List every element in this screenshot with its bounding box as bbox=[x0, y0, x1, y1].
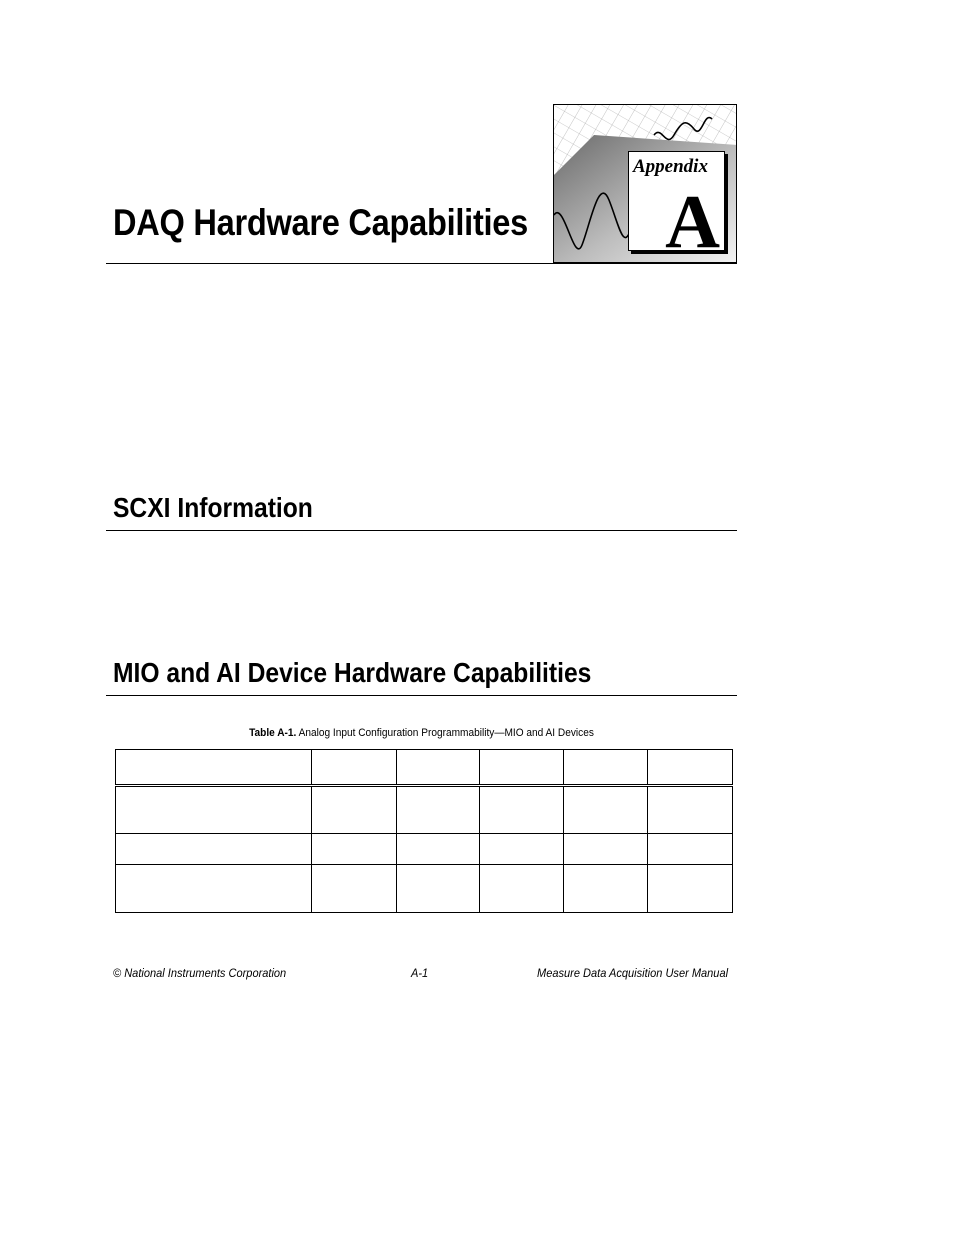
table-cell bbox=[648, 750, 733, 786]
table-cell bbox=[480, 834, 564, 865]
section-rule-scxi bbox=[106, 530, 737, 531]
table-cell bbox=[116, 786, 312, 834]
section-rule-mio-ai bbox=[106, 695, 737, 696]
table-cell bbox=[311, 834, 396, 865]
table-cell bbox=[116, 834, 312, 865]
section-heading-mio-ai: MIO and AI Device Hardware Capabilities bbox=[113, 657, 592, 688]
table-cell bbox=[116, 750, 312, 786]
table-cell bbox=[564, 865, 648, 913]
table-caption-text: Analog Input Configuration Programmability—MIO and AI Devices bbox=[298, 727, 594, 739]
footer-page-number: A-1 bbox=[411, 966, 429, 980]
table-cell bbox=[480, 786, 564, 834]
table-row bbox=[116, 834, 733, 865]
table-cell bbox=[648, 865, 733, 913]
table-cell bbox=[564, 786, 648, 834]
chapter-title-rule bbox=[106, 263, 737, 264]
table-cell bbox=[311, 865, 396, 913]
table-cell bbox=[311, 750, 396, 786]
table-cell bbox=[648, 834, 733, 865]
table-caption bbox=[131, 727, 712, 739]
chapter-title: DAQ Hardware Capabilities bbox=[113, 202, 529, 243]
footer-manual-title: Measure Data Acquisition User Manual bbox=[537, 966, 729, 980]
table-row bbox=[116, 865, 733, 913]
table-caption-label: Table A-1. bbox=[249, 727, 297, 739]
table-cell bbox=[396, 786, 480, 834]
table-cell bbox=[480, 750, 564, 786]
capabilities-table bbox=[115, 749, 733, 913]
table-cell bbox=[564, 750, 648, 786]
table-header-row bbox=[116, 750, 733, 786]
table-cell bbox=[396, 834, 480, 865]
table-cell bbox=[480, 865, 564, 913]
table-cell bbox=[564, 834, 648, 865]
appendix-letter: A bbox=[665, 180, 720, 263]
table-cell bbox=[396, 750, 480, 786]
footer-copyright: © National Instruments Corporation bbox=[113, 966, 287, 980]
table-cell bbox=[116, 865, 312, 913]
appendix-word: Appendix bbox=[633, 156, 708, 177]
appendix-label-box bbox=[628, 151, 725, 263]
appendix-badge bbox=[553, 104, 737, 263]
section-heading-scxi: SCXI Information bbox=[113, 492, 313, 523]
table-cell bbox=[311, 786, 396, 834]
table-cell bbox=[396, 865, 480, 913]
table-cell bbox=[648, 786, 733, 834]
table-row bbox=[116, 786, 733, 834]
